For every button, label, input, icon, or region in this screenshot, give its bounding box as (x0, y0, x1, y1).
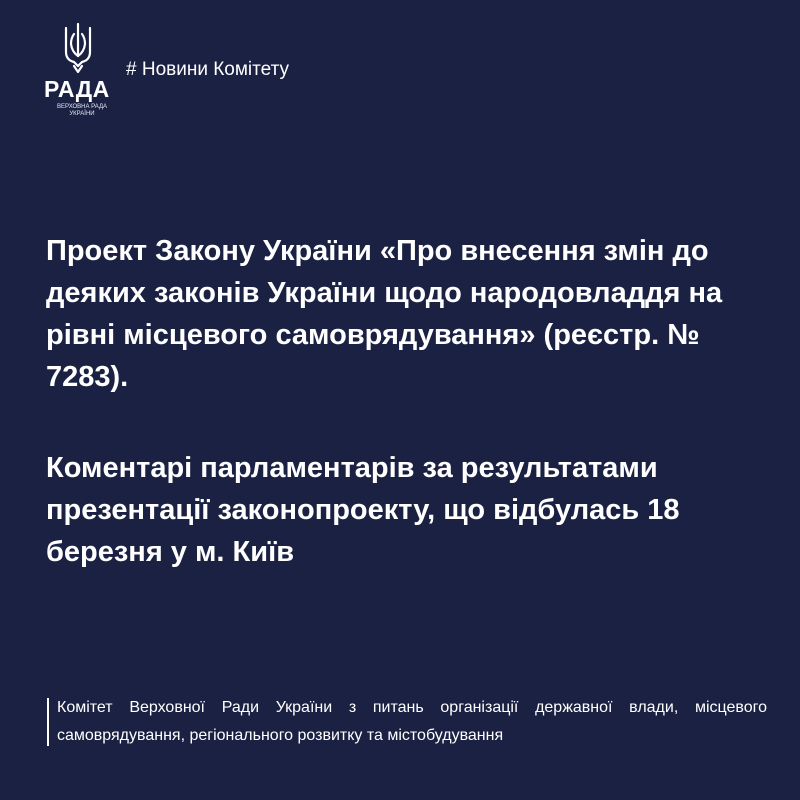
rada-logo (44, 22, 128, 122)
trident-icon (62, 22, 94, 74)
footer (47, 694, 767, 754)
subheadline: Коментарі парламентарів за результатами презентації законопроекту, що відбулась 18 березня у м. Київ (46, 452, 680, 568)
headline: Проект Закону України «Про внесення змін до деяких законів України щодо народовладдя на рівні місцевого самоврядування» (реєстр. № 7283). (46, 235, 723, 393)
logo-subtitle: ВЕРХОВНА РАДА УКРАЇНИ (56, 104, 108, 117)
committee-name: Комітет Верховної Ради України з питань організації державної влади, місцевого самоврядування, регіонального розвитку та містобудування (57, 699, 767, 744)
footer-divider (47, 698, 49, 746)
logo-wordmark: РАДА (44, 76, 110, 102)
hashtag-label: # Новини Комітету (126, 59, 289, 80)
